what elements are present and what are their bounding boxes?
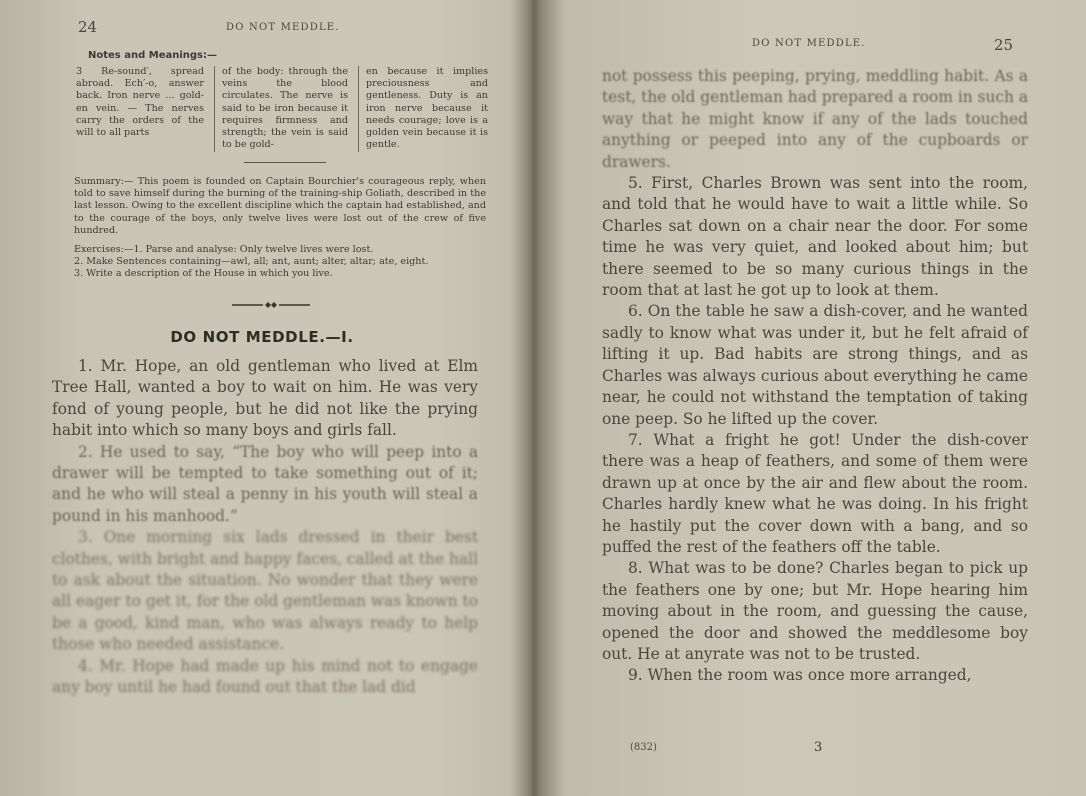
paragraph-9: 9. When the room was once more arranged, [628, 666, 972, 685]
paragraph-8: 8. What was to be done? Charles began to pick up the feathers one by one; but Mr. Hope hearing him moving about in the room, and guessing the cause, opened the door and showed the meddlesome boy out. He at anyrate was not to be trusted. [602, 559, 1028, 663]
exercise-1: Exercises:—1. Parse and analyse: Only twelve lives were lost. [74, 244, 374, 255]
right-running-head: DO NOT MEDDLE. [752, 38, 866, 49]
paragraph-7: 7. What a fright he got! Under the dish-cover there was a heap of feathers, and some of them were drawn up at once by the air and flew about the room. Charles hardly knew what he was doing. In his fright he hastily put the cover down with a bang, and so puffed the rest of the feathers off the table. [602, 430, 1028, 556]
left-body-text [52, 356, 478, 699]
notes-divider-1 [214, 66, 215, 152]
notes-title: Notes and Meanings:— [88, 50, 217, 61]
exercises-block [74, 244, 486, 281]
paragraph-continued: not possess this peeping, prying, meddling habit. As a test, the old gentleman had prepared a room in such a way that he might know if any of the lads touched anything or peeped into any of the cupboards or drawers. [602, 67, 1028, 171]
ornament-divider [232, 300, 310, 310]
right-page-number: 25 [994, 36, 1014, 54]
signature-number: 3 [814, 740, 823, 755]
lesson-title: DO NOT MEDDLE.—I. [170, 328, 354, 346]
left-page [0, 0, 524, 796]
section-rule [244, 162, 326, 163]
paragraph-5: 5. First, Charles Brown was sent into the room, and told that he would have to wait a little while. So Charles sat down on a chair near the door. For some time he was very quiet, and looked about him; but there seemed to be so many curious things in the room that at last he got up to look at them. [602, 174, 1028, 300]
paragraph-2: 2. He used to say, “The boy who will peep into a drawer will be tempted to take something out of it; and he who will steal a penny in his youth will steal a pound in his manhood.” [52, 442, 478, 525]
notes-column-1: 3 Re-sound′, spread abroad. Ech′-o, answer back. Iron nerve ... gold-en vein. — The nerves carry the orders of the will to all parts [76, 66, 204, 139]
paragraph-3: 3. One morning six lads dressed in their best clothes, with bright and happy faces, called at the hall to ask about the situation. No wonder that they were all eager to get it, for the old gentleman was known to be a good, kind man, who was always ready to help those who needed assistance. [52, 528, 478, 654]
notes-column-2: of the body: through the veins the blood circulates. The nerve is said to be iron because it requires firmness and strength; the vein is said to be gold- [222, 66, 348, 151]
paragraph-1: 1. Mr. Hope, an old gentleman who lived at Elm Tree Hall, wanted a boy to wait on him. He was very fond of young people, but he did not like the prying habit into which so many boys and girls fall. [52, 357, 478, 440]
exercise-3: 3. Write a description of the House in which you live. [74, 268, 333, 280]
printer-signature: (832) [630, 742, 657, 753]
paragraph-4: 4. Mr. Hope had made up his mind not to engage any boy until he had found out that the lad did [52, 656, 478, 697]
notes-column-3: en because it implies preciousness and gentleness. Duty is an iron nerve because it needs courage; love is a golden vein because it is gentle. [366, 66, 488, 151]
left-running-head: DO NOT MEDDLE. [226, 22, 340, 33]
left-page-number: 24 [78, 18, 98, 36]
paragraph-6: 6. On the table he saw a dish-cover, and he wanted sadly to know what was under it, but he felt afraid of lifting it up. Bad habits are strong things, and as Charles was always curious about everything he came near, he could not withstand the temptation of taking one peep. So he lifted up the cover. [602, 302, 1028, 428]
summary-text: Summary:— This poem is founded on Captain Bourchier's courageous reply, when told to save himself during the burning of the training-ship Goliath, described in the last lesson. Owing to the excellent discipline which the captain had established, and to the courage of the boys, only twelve lives were lost out of the crew of five hundred. [74, 176, 486, 236]
right-page [532, 0, 1086, 796]
notes-block [76, 66, 488, 154]
right-body-text [602, 66, 1028, 687]
notes-divider-2 [358, 66, 359, 152]
exercise-2: 2. Make Sentences containing—awl, all; ant, aunt; alter, altar; ate, eight. [74, 256, 429, 268]
